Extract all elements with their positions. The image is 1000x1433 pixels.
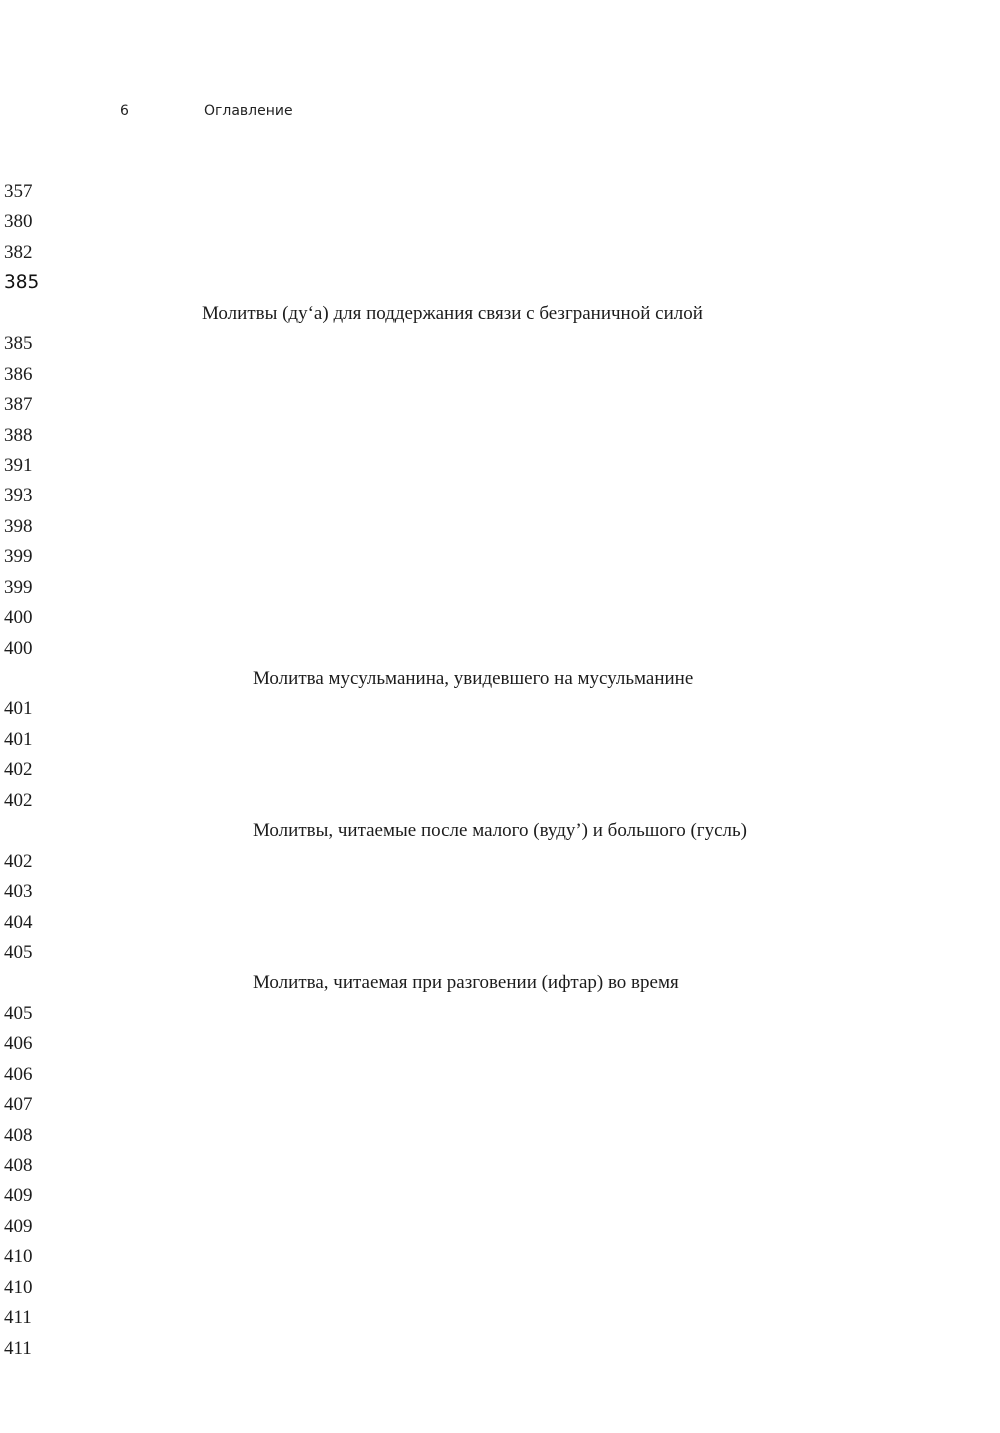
toc-entry <box>0 755 1000 785</box>
toc-entry-page: 391 <box>0 451 873 481</box>
toc-entry <box>0 1090 1000 1120</box>
toc-entry-page: 401 <box>0 694 873 724</box>
toc-entry-page: 402 <box>0 755 873 785</box>
toc-entry <box>0 634 1000 664</box>
toc-entry-page: 399 <box>0 573 873 603</box>
toc-entry-page: 402 <box>0 847 873 877</box>
toc-entry <box>0 542 1000 572</box>
chapter-page: 385 <box>0 268 873 298</box>
toc-entry-page: 411 <box>0 1334 873 1364</box>
toc-entry <box>0 451 1000 481</box>
toc-entry-page: 406 <box>0 1060 873 1090</box>
toc-entry <box>0 1121 1000 1151</box>
toc-entry <box>0 177 1000 207</box>
toc-entry-page: 405 <box>0 999 873 1029</box>
toc-entry <box>0 938 1000 968</box>
toc-entry <box>0 603 1000 633</box>
toc-entry <box>0 999 1000 1029</box>
toc-entry-page: 404 <box>0 908 873 938</box>
toc-entry-page: 411 <box>0 1303 873 1333</box>
toc-entry-page: 409 <box>0 1212 873 1242</box>
toc-entry <box>0 481 1000 511</box>
toc-entry-title: Молитвы (дуʻа) для поддержания связи с безграничной силой <box>202 302 703 324</box>
toc-entry-page: 401 <box>0 725 873 755</box>
toc-entry <box>0 968 1000 998</box>
table-of-contents <box>0 177 1000 1364</box>
toc-entry <box>0 877 1000 907</box>
toc-entry-page: 410 <box>0 1242 873 1272</box>
toc-entry <box>0 1303 1000 1333</box>
toc-entry <box>0 1060 1000 1090</box>
toc-entry <box>0 1151 1000 1181</box>
toc-entry-page: 393 <box>0 481 873 511</box>
toc-entry <box>0 1242 1000 1272</box>
toc-entry <box>0 390 1000 420</box>
toc-entry <box>0 512 1000 542</box>
toc-entry <box>0 299 1000 329</box>
toc-entry-page: 402 <box>0 786 873 816</box>
toc-entry <box>0 360 1000 390</box>
toc-chapter-heading <box>0 268 1000 298</box>
toc-entry-page: 400 <box>0 634 873 664</box>
toc-entry-page: 357 <box>0 177 873 207</box>
toc-entry-page: 382 <box>0 238 873 268</box>
toc-entry <box>0 1334 1000 1364</box>
toc-entry <box>0 816 1000 846</box>
toc-entry-title: Молитвы, читаемые после малого (вудуʼ) и большого (гусль) <box>253 820 747 842</box>
toc-entry-page: 380 <box>0 207 873 237</box>
toc-entry-title: Молитва, читаемая при разговении (ифтар) во время <box>253 972 679 994</box>
toc-entry-page: 400 <box>0 603 873 633</box>
toc-entry <box>0 238 1000 268</box>
running-head-title: Оглавление <box>204 103 293 119</box>
toc-entry-page: 407 <box>0 1090 873 1120</box>
toc-entry-page: 410 <box>0 1273 873 1303</box>
toc-entry-title: Молитва мусульманина, увидевшего на мусульманине <box>253 668 694 689</box>
toc-entry <box>0 1181 1000 1211</box>
toc-entry <box>0 1273 1000 1303</box>
toc-entry <box>0 786 1000 816</box>
toc-entry-page: 405 <box>0 938 873 968</box>
toc-entry <box>0 694 1000 724</box>
toc-entry <box>0 1029 1000 1059</box>
toc-entry-page: 403 <box>0 877 873 907</box>
page-number: 6 <box>120 103 129 119</box>
toc-entry <box>0 664 1000 694</box>
toc-entry <box>0 329 1000 359</box>
toc-entry <box>0 573 1000 603</box>
toc-entry <box>0 207 1000 237</box>
toc-entry <box>0 1212 1000 1242</box>
toc-entry-page: 399 <box>0 542 873 572</box>
toc-entry-page: 406 <box>0 1029 873 1059</box>
toc-entry <box>0 421 1000 451</box>
toc-entry-page: 409 <box>0 1181 873 1211</box>
toc-entry <box>0 725 1000 755</box>
toc-entry-page: 398 <box>0 512 873 542</box>
toc-entry-page: 388 <box>0 421 873 451</box>
toc-entry <box>0 908 1000 938</box>
toc-entry-page: 408 <box>0 1121 873 1151</box>
toc-entry-page: 387 <box>0 390 873 420</box>
toc-entry-page: 408 <box>0 1151 873 1181</box>
toc-entry-page: 386 <box>0 360 873 390</box>
toc-entry <box>0 847 1000 877</box>
toc-entry-page: 385 <box>0 329 873 359</box>
